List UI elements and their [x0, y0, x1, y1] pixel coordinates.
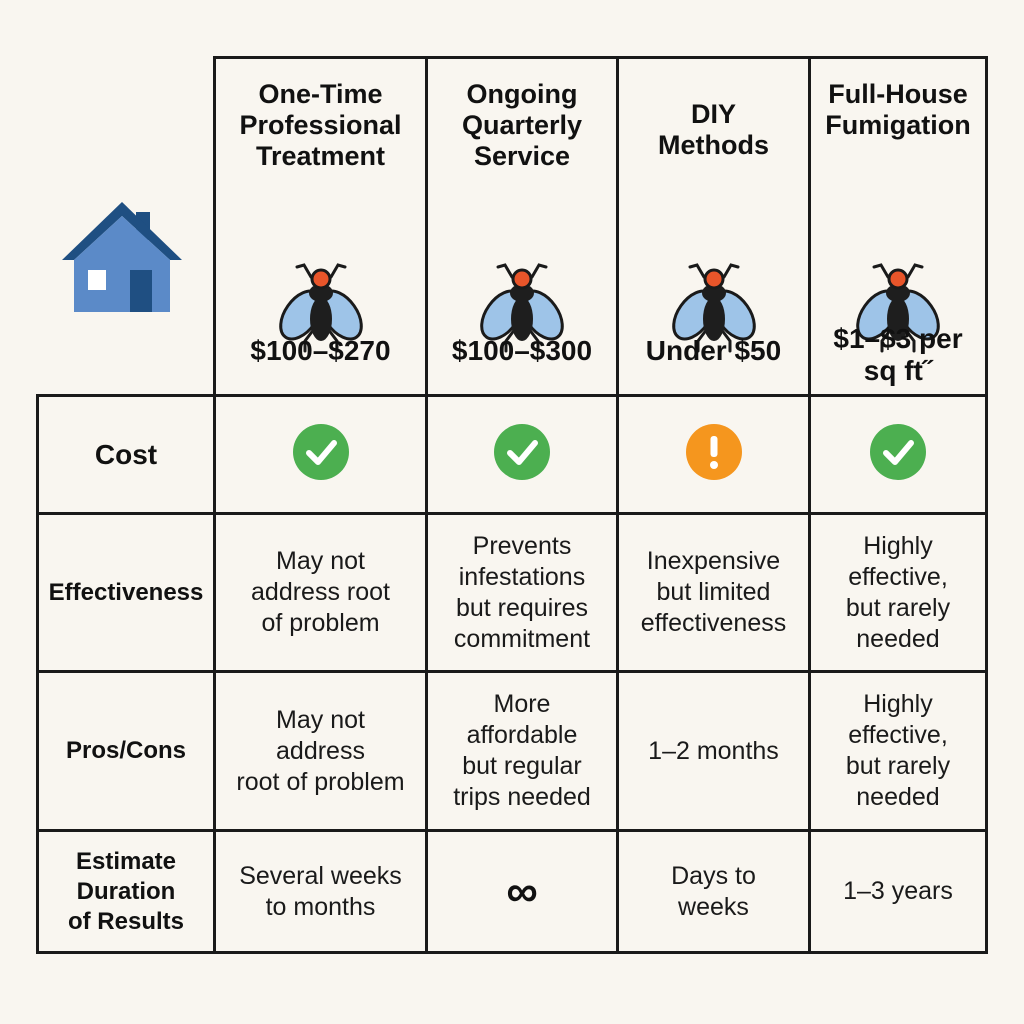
infinity-cell: ∞ [506, 866, 538, 916]
grid-line [985, 56, 988, 954]
table-cell: More affordable but regular trips needed [453, 690, 591, 811]
cost-cell [619, 397, 808, 512]
house-icon [58, 200, 186, 315]
column-header-1 [216, 59, 425, 394]
check-icon [494, 424, 550, 485]
check-icon [870, 424, 926, 485]
table-cell: Several weeks to months [239, 861, 402, 921]
cost-cell [811, 397, 985, 512]
column-title: DIY Methods [658, 99, 769, 160]
column-header-2 [428, 59, 616, 394]
table-cell: May not address root of problem [236, 705, 405, 796]
row-label-pros-cons: Pros/Cons [65, 737, 187, 764]
table-cell: Highly effective, but rarely needed [845, 531, 951, 653]
column-title: One-Time Professional Treatment [239, 79, 402, 171]
table-cell: 1–3 years [843, 877, 953, 905]
table-cell: Days to weeks [671, 861, 756, 921]
cost-cell [216, 397, 425, 512]
column-price: $1–$3 per sq ft˝ [833, 323, 963, 386]
column-price: $100–$300 [451, 335, 593, 366]
table-cell: May not address root of problem [251, 547, 390, 637]
column-title: Ongoing Quarterly Service [461, 79, 583, 171]
row-label-effectiveness: Effectiveness [48, 578, 204, 606]
column-header-3 [619, 59, 808, 394]
warning-icon [686, 424, 742, 485]
column-price: $100–$270 [250, 335, 391, 366]
table-cell: Highly effective, but rarely needed [845, 690, 951, 811]
row-label-duration: Estimate Duration of Results [67, 847, 184, 935]
grid-line [36, 951, 988, 954]
column-header-4 [811, 59, 985, 394]
column-title: Full-House Fumigation [825, 79, 971, 140]
row-label-cost: Cost [94, 438, 158, 470]
table-cell: Inexpensive but limited effectiveness [640, 547, 787, 637]
column-price: Under $50 [645, 335, 782, 366]
table-cell: Prevents infestations but requires commitment [453, 531, 591, 653]
cost-cell [428, 397, 616, 512]
check-icon [293, 424, 349, 485]
table-cell: 1–2 months [648, 736, 779, 765]
